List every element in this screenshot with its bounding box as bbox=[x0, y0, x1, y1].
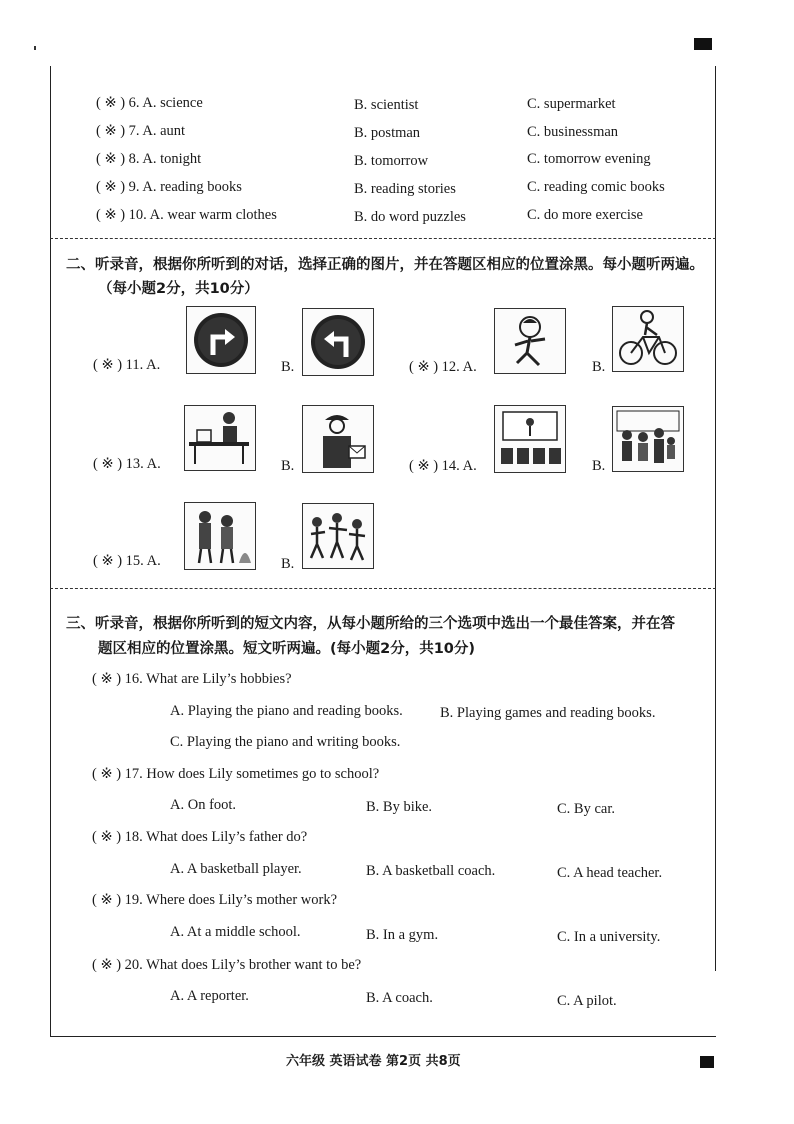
question-18-option-b: B. A basketball coach. bbox=[366, 863, 496, 879]
family-walk-icon[interactable] bbox=[184, 502, 256, 570]
question-13-label-b: B. bbox=[281, 458, 295, 474]
question-15-label-a: ( ※ ) 15. A. bbox=[93, 553, 161, 569]
question-8-option-c: C. tomorrow evening bbox=[527, 151, 651, 167]
question-16-stem: ( ※ ) 16. What are Lily’s hobbies? bbox=[92, 671, 292, 687]
question-7-option-c: C. businessman bbox=[527, 124, 619, 140]
question-20-option-a: A. A reporter. bbox=[170, 988, 249, 1004]
question-8-option-b: B. tomorrow bbox=[354, 153, 429, 169]
question-17-option-b: B. By bike. bbox=[366, 799, 433, 815]
question-20-option-c: C. A pilot. bbox=[557, 993, 617, 1009]
question-14-label-b: B. bbox=[592, 458, 606, 474]
scan-mark bbox=[34, 46, 36, 50]
part3-title: 三、听录音，根据你所听到的短文内容，从每小题所给的三个选项中选出一个最佳答案，并在答 bbox=[66, 616, 675, 632]
question-6-option-a: ( ※ ) 6. A. science bbox=[96, 95, 203, 111]
question-20-option-b: B. A coach. bbox=[366, 990, 433, 1006]
question-13-label-a: ( ※ ) 13. A. bbox=[93, 456, 161, 472]
section-divider-2 bbox=[50, 588, 716, 589]
postman-icon[interactable] bbox=[302, 405, 374, 473]
question-10-option-c: C. do more exercise bbox=[527, 207, 643, 223]
question-17-option-a: A. On foot. bbox=[170, 797, 237, 813]
question-16-option-a: A. Playing the piano and reading books. bbox=[170, 703, 403, 719]
running-boy-icon[interactable] bbox=[494, 308, 566, 374]
question-19-option-c: C. In a university. bbox=[557, 929, 661, 945]
part2-title: 二、听录音，根据你所听到的对话，选择正确的图片，并在答题区相应的位置涂黑。每小题听两遍。 bbox=[66, 257, 704, 273]
question-19-option-a: A. At a middle school. bbox=[170, 924, 301, 940]
question-11-label-b: B. bbox=[281, 359, 295, 375]
corner-mark-top-right bbox=[694, 38, 712, 50]
question-17-option-c: C. By car. bbox=[557, 801, 615, 817]
frame-bottom-border bbox=[50, 1036, 716, 1037]
question-9-option-c: C. reading comic books bbox=[527, 179, 665, 195]
question-19-option-b: B. In a gym. bbox=[366, 927, 439, 943]
question-11-label-a: ( ※ ) 11. A. bbox=[93, 357, 161, 373]
question-16-option-b: B. Playing games and reading books. bbox=[440, 705, 656, 721]
frame-right-border bbox=[715, 66, 716, 971]
section-divider-1 bbox=[50, 238, 716, 239]
question-7-option-a: ( ※ ) 7. A. aunt bbox=[96, 123, 186, 139]
question-20-stem: ( ※ ) 20. What does Lily’s brother want to be? bbox=[92, 957, 362, 973]
question-9-option-a: ( ※ ) 9. A. reading books bbox=[96, 179, 242, 195]
turn-left-sign-icon[interactable] bbox=[302, 308, 374, 376]
page-footer: 六年级 英语试卷 第2页 共8页 bbox=[286, 1054, 461, 1069]
children-playing-icon[interactable] bbox=[302, 503, 374, 569]
question-14-label-a: ( ※ ) 14. A. bbox=[409, 458, 477, 474]
question-18-stem: ( ※ ) 18. What does Lily’s father do? bbox=[92, 829, 308, 845]
businessman-at-desk-icon[interactable] bbox=[184, 405, 256, 471]
question-8-option-a: ( ※ ) 8. A. tonight bbox=[96, 151, 202, 167]
question-18-option-a: A. A basketball player. bbox=[170, 861, 302, 877]
question-6-option-c: C. supermarket bbox=[527, 96, 616, 112]
question-18-option-c: C. A head teacher. bbox=[557, 865, 663, 881]
question-12-label-b: B. bbox=[592, 359, 606, 375]
question-7-option-b: B. postman bbox=[354, 125, 421, 141]
question-6-option-b: B. scientist bbox=[354, 97, 419, 113]
cinema-icon[interactable] bbox=[494, 405, 566, 473]
question-16-option-c: C. Playing the piano and writing books. bbox=[170, 734, 401, 750]
part3-title-cont: 题区相应的位置涂黑。短文听两遍。(每小题2分，共10分) bbox=[98, 641, 476, 657]
turn-right-sign-icon[interactable] bbox=[186, 306, 256, 374]
question-10-option-a: ( ※ ) 10. A. wear warm clothes bbox=[96, 207, 277, 223]
question-10-option-b: B. do word puzzles bbox=[354, 209, 466, 225]
cyclist-icon[interactable] bbox=[612, 306, 684, 372]
frame-left-border bbox=[50, 66, 51, 1036]
question-17-stem: ( ※ ) 17. How does Lily sometimes go to school? bbox=[92, 766, 380, 782]
part2-score-note: （每小题2分，共10分） bbox=[98, 281, 259, 297]
family-shopping-icon[interactable] bbox=[612, 406, 684, 472]
corner-mark-bottom-right bbox=[700, 1056, 714, 1068]
question-19-stem: ( ※ ) 19. Where does Lily’s mother work? bbox=[92, 892, 338, 908]
question-15-label-b: B. bbox=[281, 556, 295, 572]
question-9-option-b: B. reading stories bbox=[354, 181, 456, 197]
question-12-label-a: ( ※ ) 12. A. bbox=[409, 359, 477, 375]
